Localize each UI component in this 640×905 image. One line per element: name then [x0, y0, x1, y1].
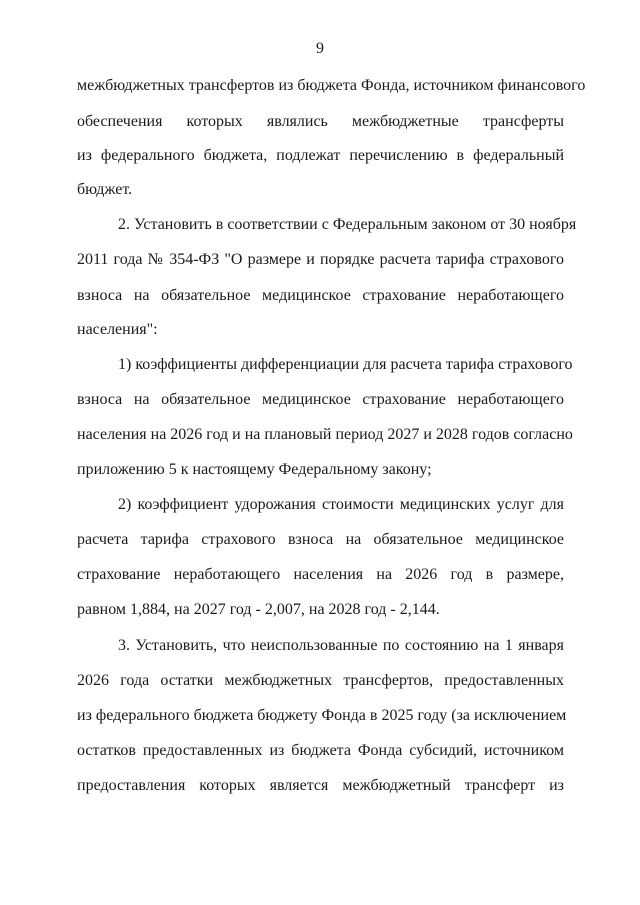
text-line: из федерального бюджета бюджету Фонда в 2025 году (за исключением	[77, 707, 567, 724]
text-line: 2. Установить в соответствии с Федеральным законом от 30 ноября	[118, 216, 577, 233]
text-line: 2011 года № 354-ФЗ "О размере и порядке расчета тарифа страхового	[77, 251, 564, 268]
text-line: населения":	[77, 321, 158, 338]
text-line: 2) коэффициент удорожания стоимости медицинских услуг для	[118, 496, 564, 513]
text-line: страхование неработающего населения на 2026 год в размере,	[77, 566, 564, 583]
text-line: взноса на обязательное медицинское страхование неработающего	[77, 391, 564, 408]
text-line: приложению 5 к настоящему Федеральному закону;	[77, 461, 432, 478]
text-line: расчета тарифа страхового взноса на обязательное медицинское	[77, 531, 564, 548]
text-line: 2026 года остатки межбюджетных трансфертов, предоставленных	[77, 672, 564, 689]
text-line: из федерального бюджета, подлежат перечислению в федеральный	[77, 147, 564, 164]
text-line: равном 1,884, на 2027 год - 2,007, на 2028 год - 2,144.	[77, 601, 440, 618]
text-line: 1) коэффициенты дифференциации для расчета тарифа страхового	[118, 356, 573, 373]
page-number: 9	[316, 40, 324, 57]
text-line: взноса на обязательное медицинское страхование неработающего	[77, 287, 564, 304]
text-line: обеспечения которых являлись межбюджетные трансферты	[77, 113, 564, 130]
text-line: 3. Установить, что неиспользованные по состоянию на 1 января	[118, 637, 564, 654]
text-line: бюджет.	[77, 181, 133, 198]
text-line: остатков предоставленных из бюджета Фонда субсидий, источником	[77, 742, 564, 759]
text-line: межбюджетных трансфертов из бюджета Фонда, источником финансового	[77, 77, 586, 94]
text-line: предоставления которых является межбюджетный трансферт из	[77, 777, 564, 794]
text-line: населения на 2026 год и на плановый период 2027 и 2028 годов согласно	[77, 426, 573, 443]
